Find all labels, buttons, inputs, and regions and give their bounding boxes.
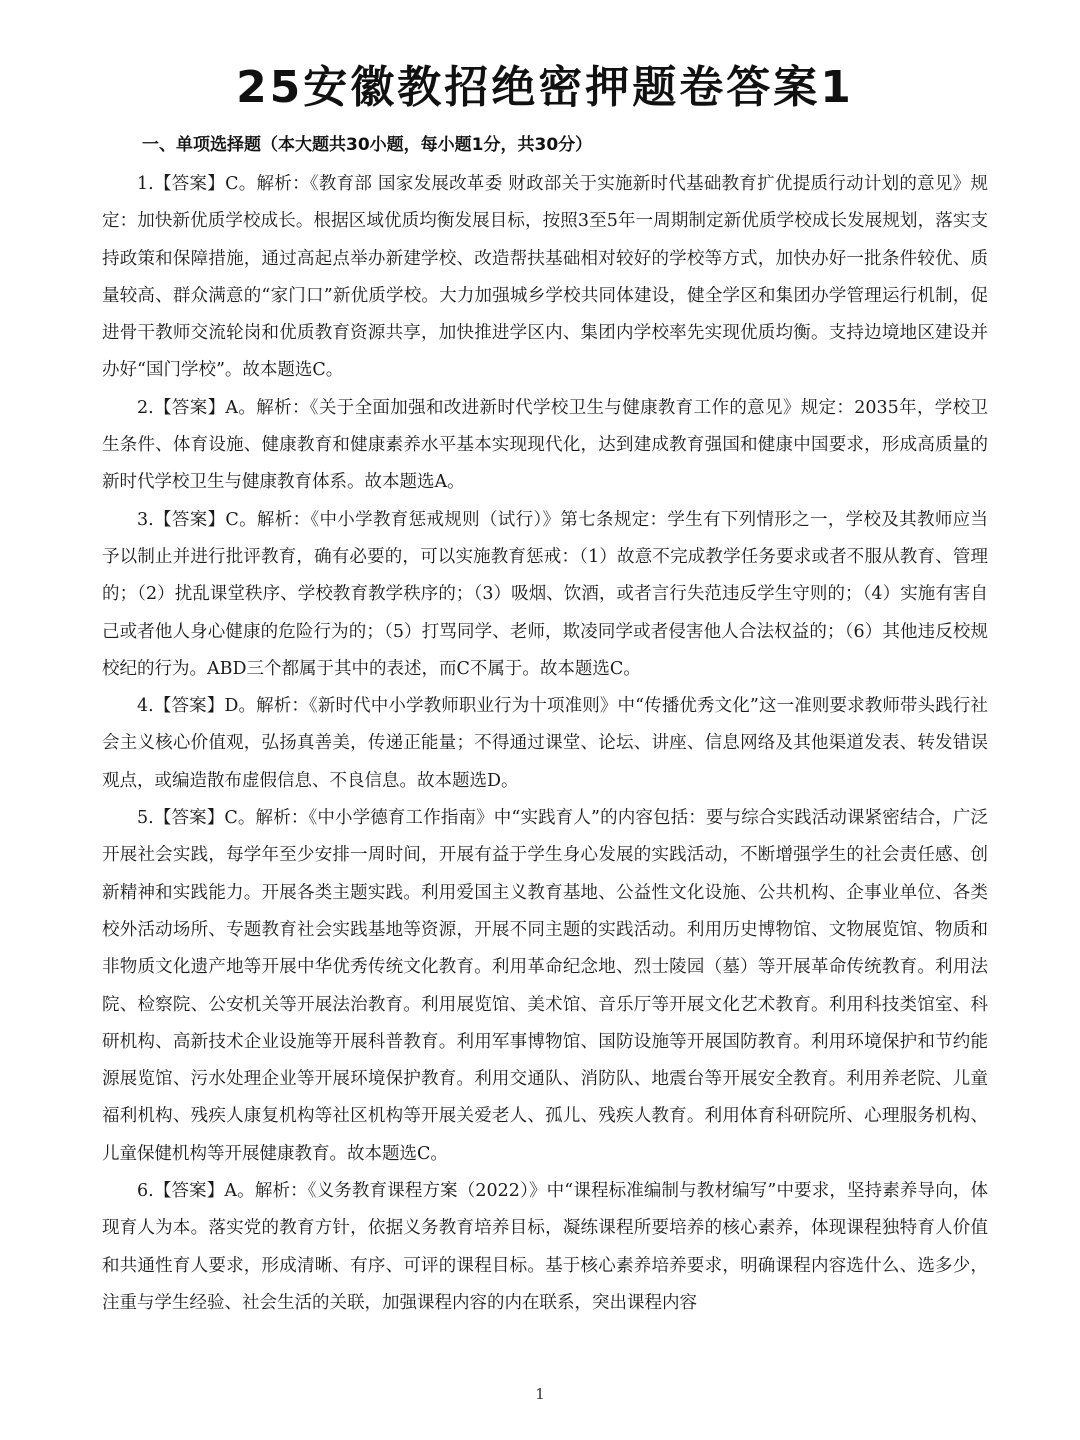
page-number: 1 xyxy=(535,1385,545,1403)
section-heading: 一、单项选择题（本大题共30小题，每小题1分，共30分） xyxy=(142,135,593,155)
answer-item-4: 4.【答案】D。解析：《新时代中小学教师职业行为十项准则》中“传播优秀文化”这一准则要求教师带头践行社会主义核心价值观，弘扬真善美，传递正能量；不得通过课堂、论坛、讲座、信息网络及其他渠道发表、转发错误观点，或编造散布虚假信息、不良信息。故本题选D。 xyxy=(102,696,988,791)
answer-item-5: 5.【答案】C。解析：《中小学德育工作指南》中“实践育人”的内容包括：要与综合实践活动课紧密结合，广泛开展社会实践，每学年至少安排一周时间，开展有益于学生身心发展的实践活动，不断增强学生的社会责任感、创新精神和实践能力。开展各类主题实践。利用爱国主义教育基地、公益性文化设施、公共机构、企事业单位、各类校外活动场所、专题教育社会实践基地等资源，开展不同主题的实践活动。利用历史博物馆、文物展览馆、物质和非物质文化遗产地等开展中华优秀传统文化教育。利用革命纪念地、烈士陵园（墓）等开展革命传统教育。利用法院、检察院、公安机关等开展法治教育。利用展览馆、美术馆、音乐厅等开展文化艺术教育。利用科技类馆室、科研机构、高新技术企业设施等开展科普教育。利用军事博物馆、国防设施等开展国防教育。利用环境保护和节约能源展览馆、污水处理企业等开展环境保护教育。利用交通队、消防队、地震台等开展安全教育。利用养老院、儿童福利机构、残疾人康复机构等社区机构等开展关爱老人、孤儿、残疾人教育。利用体育科研院所、心理服务机构、儿童保健机构等开展健康教育。故本题选C。 xyxy=(102,808,988,1164)
answer-item-1: 1.【答案】C。解析：《教育部 国家发展改革委 财政部关于实施新时代基础教育扩优提质行动计划的意见》规定：加快新优质学校成长。根据区域优质均衡发展目标，按照3至5年一周期制定新优质学校成长发展规划，落实支持政策和保障措施，通过高起点举办新建学校、改造帮扶基础相对较好的学校等方式，加快办好一批条件较优、质量较高、群众满意的“家门口”新优质学校。大力加强城乡学校共同体建设，健全学区和集团办学管理运行机制，促进骨干教师交流轮岗和优质教育资源共享，加快推进学区内、集团内学校率先实现优质均衡。支持边境地区建设并办好“国门学校”。故本题选C。 xyxy=(102,174,988,381)
document-title: 25安徽教招绝密押题卷答案1 xyxy=(236,62,854,113)
answer-item-3: 3.【答案】C。解析：《中小学教育惩戒规则（试行）》第七条规定：学生有下列情形之一，学校及其教师应当予以制止并进行批评教育，确有必要的，可以实施教育惩戒：（1）故意不完成教学任务要求或者不服从教育、管理的；（2）扰乱课堂秩序、学校教育教学秩序的；（3）吸烟、饮酒，或者言行失范违反学生守则的；（4）实施有害自己或者他人身心健康的危险行为的；（5）打骂同学、老师，欺凌同学或者侵害他人合法权益的；（6）其他违反校规校纪的行为。ABD三个都属于其中的表述，而C不属于。故本题选C。 xyxy=(102,509,988,679)
answer-item-6: 6.【答案】A。解析：《义务教育课程方案（2022）》中“课程标准编制与教材编写”中要求，坚持素养导向，体现育人为本。落实党的教育方针，依据义务教育培养目标，凝练课程所要培养的核心素养，体现课程独特育人价值和共通性育人要求，形成清晰、有序、可评的课程目标。基于核心素养培养要求，明确课程内容选什么、选多少，注重与学生经验、社会生活的关联，加强课程内容的内在联系，突出课程内容 xyxy=(102,1181,988,1313)
answer-list xyxy=(102,166,988,1322)
answer-item-2: 2.【答案】A。解析：《关于全面加强和改进新时代学校卫生与健康教育工作的意见》规定：2035年，学校卫生条件、体育设施、健康教育和健康素养水平基本实现现代化，达到建成教育强国和健康中国要求，形成高质量的新时代学校卫生与健康教育体系。故本题选A。 xyxy=(102,397,988,493)
